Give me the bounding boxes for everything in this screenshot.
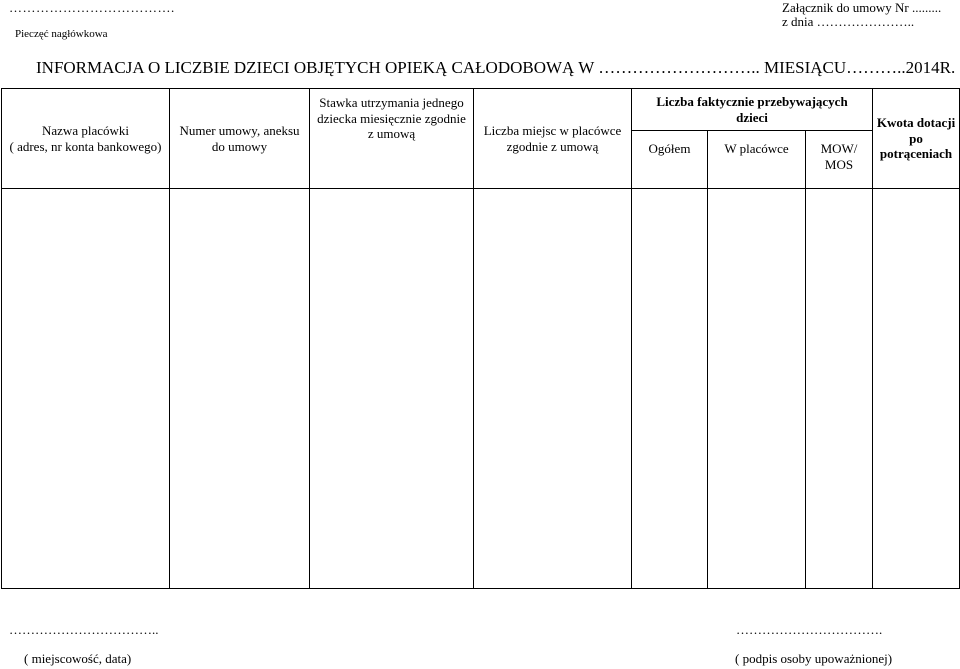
header-rate-line3: z umową: [367, 126, 416, 142]
header-rate-line2: dziecka miesięcznie zgodnie: [317, 110, 466, 126]
header-mow-mos: [806, 131, 873, 189]
header-contract-line2: do umowy: [211, 138, 268, 154]
header-grant-line1: Kwota dotacji po: [876, 115, 956, 146]
header-contract-line1: Numer umowy, aneksu: [179, 122, 300, 138]
header-facility-line1: Nazwa placówki: [42, 122, 129, 138]
header-facility-line2: ( adres, nr konta bankowego): [9, 138, 162, 154]
header-places: [474, 89, 632, 189]
header-contract-number: [170, 89, 310, 189]
header-actual-line1: Liczba faktycznie przebywających: [656, 93, 848, 109]
report-table: [1, 88, 960, 589]
attachment-number: Załącznik do umowy Nr .........: [782, 0, 942, 15]
header-mow-line2: MOS: [824, 156, 854, 172]
cell-grant-amount[interactable]: [873, 189, 960, 589]
cell-in-facility[interactable]: [708, 189, 806, 589]
cell-rate[interactable]: [310, 189, 474, 589]
header-places-line2: zgodnie z umową: [506, 138, 599, 154]
attachment-date: z dnia …………………..: [782, 14, 915, 29]
cell-facility[interactable]: [2, 189, 170, 589]
header-facility: [2, 89, 170, 189]
place-date-dots: ……………………………..: [9, 622, 159, 637]
header-grant-line2: potrąceniach: [879, 146, 953, 162]
stamp-dots: ……………………………….: [9, 0, 175, 15]
header-total: [632, 131, 708, 189]
document-title: INFORMACJA O LICZBIE DZIECI OBJĘTYCH OPIEKĄ CAŁODOBOWĄ W ……………………….. MIESIĄCU………..2014R.: [36, 58, 956, 77]
header-rate: [310, 89, 474, 189]
header-in-facility: [708, 131, 806, 189]
cell-mow-mos[interactable]: [806, 189, 873, 589]
signature-dots: …………………………….: [736, 622, 883, 637]
header-total-label: Ogółem: [648, 141, 691, 156]
header-rate-line1: Stawka utrzymania jednego: [319, 95, 464, 110]
header-places-line1: Liczba miejsc w placówce: [483, 122, 622, 138]
header-grant-amount: [873, 89, 960, 189]
header-actual-children: [632, 89, 873, 131]
cell-places[interactable]: [474, 189, 632, 589]
stamp-label: Pieczęć nagłówkowa: [15, 28, 108, 40]
cell-total[interactable]: [632, 189, 708, 589]
header-actual-line2: dzieci: [736, 109, 768, 125]
place-date-label: ( miejscowość, data): [24, 651, 132, 666]
header-in-facility-label: W placówce: [724, 141, 789, 156]
cell-contract-number[interactable]: [170, 189, 310, 589]
header-mow-line1: MOW/: [820, 141, 858, 156]
signature-label: ( podpis osoby upoważnionej): [735, 651, 893, 666]
